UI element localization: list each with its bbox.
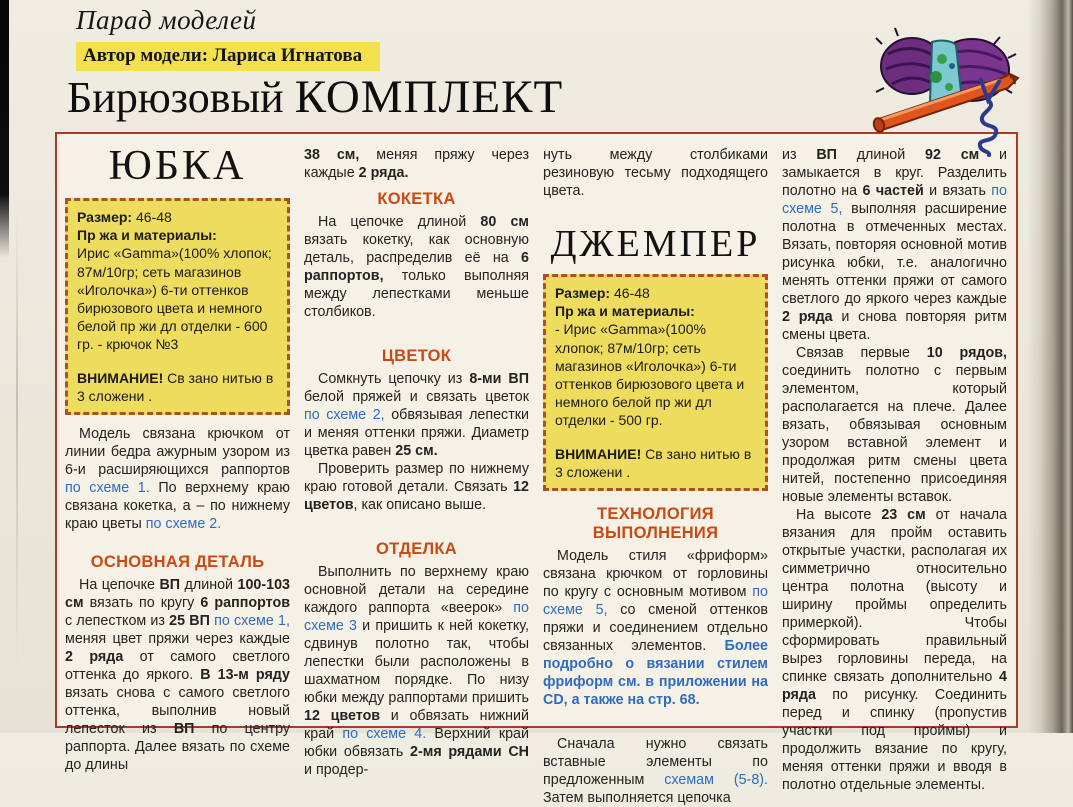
technique-paragraph: Модель стиля «фриформ» связана крючком от горловины по кругу с основным мотивом по схеме 5, со сменой оттенков пряжи и соединением отдельно связанных элементов. Более подробно о вязании стилем фриформ см. в приложении на CD, а также на стр. 68. bbox=[543, 547, 768, 708]
yoke-paragraph: На цепочке длиной 80 см вязать кокетку, как основную деталь, распределив её на 6 раппортов, только выполняя между лепестками меньше столбиков. bbox=[304, 214, 530, 320]
materials-box-jumper bbox=[543, 274, 768, 491]
scan-edge-right bbox=[1027, 0, 1073, 733]
scan-edge-left bbox=[0, 0, 9, 258]
size-line: Размер: 46-48 bbox=[555, 285, 650, 301]
section-title-skirt: ЮБКА bbox=[108, 143, 247, 189]
heading-finishing: ОТДЕЛКА bbox=[376, 540, 457, 558]
flower-paragraph-1: Сомкнуть цепочку из 8-ми ВП белой пряжей и связать цветок по схеме 2, обвязывая лепестки и меняя оттенки пряжи. Диаметр цветка равен 25 см. bbox=[304, 371, 529, 459]
page-title-regular: Бирюзовый bbox=[67, 73, 284, 122]
heading-main-part: ОСНОВНАЯ ДЕТАЛЬ bbox=[90, 552, 265, 571]
attention-note: ВНИМАНИЕ! Св зано нитью в 3 сложени . bbox=[555, 445, 752, 480]
materials-label: Пр жа и материалы: bbox=[77, 227, 217, 244]
column-jumper-continued bbox=[782, 140, 1008, 793]
page-title-caps: КОМПЛЕКТ bbox=[294, 71, 564, 123]
heading-yoke: КОКЕТКА bbox=[377, 190, 456, 208]
materials-label: Пр жа и материалы: bbox=[555, 303, 695, 320]
column-skirt-continued bbox=[304, 140, 530, 778]
heading-technique: ТЕХНОЛОГИЯ ВЫПОЛНЕНИЯ bbox=[592, 504, 719, 542]
heading-flower: ЦВЕТОК bbox=[381, 347, 452, 365]
rubric-title: Парад моделей bbox=[76, 5, 257, 35]
page-crease bbox=[16, 210, 18, 670]
column-skirt bbox=[65, 140, 291, 773]
main-part-paragraph: На цепочке ВП длиной 100-103 см вязать по кругу 6 раппортов с лепестком из 25 ВП по схеме 1, меняя цвет пряжи через каждые 2 ряда от самого светлого оттенка до яркого. В 13-м ряду вязать снова с самого светлого оттенка, выполнив новый лепесток из ВП по центру раппорта. Далее вязать по схеме до длины bbox=[65, 576, 291, 773]
size-line: Размер: 46-48 bbox=[77, 209, 172, 225]
technique-paragraph-2: Сначала нужно связать вставные элементы по предложенным схемам (5-8). Затем выполняется цепочка bbox=[543, 735, 768, 806]
attention-note: ВНИМАНИЕ! Св зано нитью в 3 сложени . bbox=[77, 369, 274, 404]
materials-text: Ирис «Gamma»(100% хлопок; 87м/10гр; сеть магазинов «Иголочка») 6-ти оттенков бирюзового цвета и немного белой пр жи дл отделки - 600 гр. - крючок №3 bbox=[77, 245, 272, 353]
materials-box-skirt bbox=[65, 198, 290, 415]
jumper-continuation-2: Связав первые 10 рядов, соединить полотно с первым элементом, который располагается на плече. Далее вязать, обвязывая основным узором вставной элемент и продолжая ритм смены цвета нитей, постепенно присоединяя новые элементы вставок. bbox=[782, 345, 1007, 505]
finishing-continuation: нуть между столбиками резиновую тесьму подходящего цвета. bbox=[543, 147, 768, 199]
column-jumper bbox=[543, 140, 768, 806]
article-box bbox=[55, 132, 1018, 806]
section-title-jumper: ДЖЕМПЕР bbox=[550, 223, 761, 265]
continuation-paragraph: 38 см, меняя пряжу через каждые 2 ряда. bbox=[304, 147, 529, 181]
yarn-ball-crochet-hook-icon bbox=[868, 14, 1026, 156]
jumper-continuation-1: из ВП длиной 92 см и замыкается в круг. Разделить полотно на 6 частей и вязать по схеме 5, выполняя расширение полотна в отмеченных местах. Вязать, повторяя основной мотив рисунка юбки, т.е. аналогично менять оттенки пряжи от самого светлого до яркого через каждые 2 ряда и снова повторяя ритм смены цвета. bbox=[782, 147, 1008, 343]
page-title bbox=[67, 70, 563, 124]
author-credit: Автор модели: Лариса Игнатова bbox=[76, 42, 380, 71]
materials-text: - Ирис «Gamma»(100% хлопок; 87м/10гр; сеть магазинов «Иголочка») 6-ти оттенков бирюзового цвета и немного белой пр жи дл отделки - 500 гр. bbox=[555, 321, 745, 429]
flower-paragraph-2: Проверить размер по нижнему краю готовой детали. Связать 12 цветов, как описано выше. bbox=[304, 461, 529, 513]
jumper-continuation-3: На высоте 23 см от начала вязания для пройм оставить открытые участки, располагая их симметрично относительно центра полотна (высоту и ширину проймы определить примеркой). Чтобы сформировать правильный вырез горловины переда, на спинке связать дополнительно 4 ряда по рисунку. Соединить перед и спинку (пропустив участки под проймы) и продолжить вязание по кругу, меняя оттенки пряжи и вводя в полотно отдельные элементы. bbox=[782, 507, 1007, 793]
finishing-paragraph: Выполнить по верхнему краю основной детали на середине каждого раппорта «веерок» по схеме 3 и пришить к ней кокетку, сдвинув полотно так, чтобы лепестки были расположены в шахматном порядке. По низу юбки между раппортами пришить 12 цветов и обвязать нижний край по схеме 4. Верхний край юбки обвязать 2-мя рядами СН и продер- bbox=[304, 564, 529, 778]
skirt-intro-paragraph: Модель связана крючком от линии бедра ажурным узором из 6-и расширяющихся раппортов по схеме 1. По верхнему краю связана кокетка, а – по нижнему краю цветы по схеме 2. bbox=[65, 425, 290, 532]
